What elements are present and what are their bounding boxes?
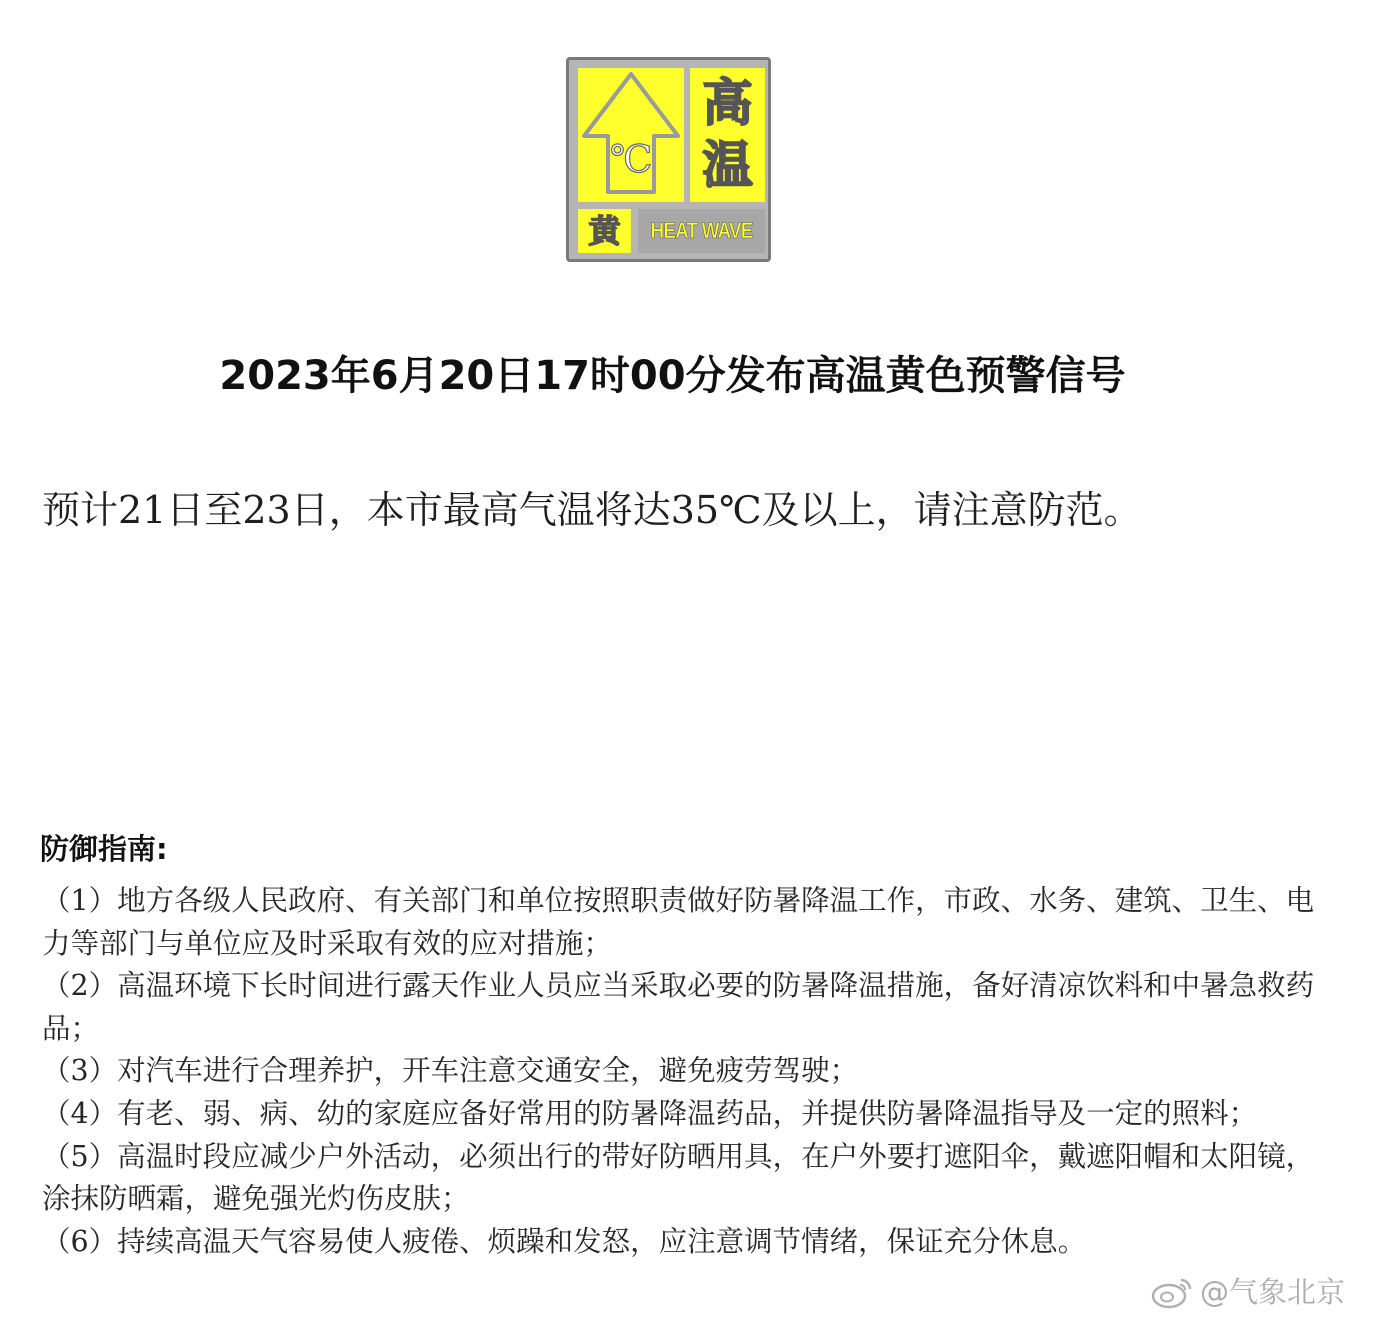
- thermometer-arrow-icon: [580, 70, 682, 198]
- guide-item: （3）对汽车进行合理养护，开车注意交通安全，避免疲劳驾驶；: [42, 1054, 859, 1088]
- heat-wave-label: HEAT WAVE: [650, 218, 753, 243]
- guide-item: （4）有老、弱、病、幼的家庭应备好常用的防暑降温药品，并提供防暑降温指导及一定的照料；: [42, 1096, 1258, 1130]
- heat-wave-yellow-warning-sign: [566, 57, 771, 262]
- watermark: [1150, 1270, 1345, 1314]
- guide-item: （6）持续高温天气容易使人疲倦、烦躁和发怒，应注意调节情绪，保证充分休息。: [42, 1224, 1087, 1258]
- guide-heading: 防御指南:: [40, 832, 168, 866]
- guide-list: [42, 880, 1332, 1263]
- watermark-text: @气象北京: [1200, 1275, 1346, 1309]
- sign-title-char-2: 温: [702, 136, 753, 194]
- forecast-statement: 预计21日至23日，本市最高气温将达35℃及以上，请注意防范。: [42, 488, 1142, 532]
- sign-title-char-1: 高: [702, 74, 753, 132]
- guide-item: （5）高温时段应减少户外活动，必须出行的带好防晒用具，在户外要打遮阳伞，戴遮阳帽和太阳镜，涂抹防晒霜，避免强光灼伤皮肤；: [42, 1139, 1315, 1216]
- guide-item: （2）高温环境下长时间进行露天作业人员应当采取必要的防暑降温措施，备好清凉饮料和中暑急救药品；: [42, 969, 1315, 1045]
- sign-level-char: 黄: [588, 212, 621, 250]
- page-title: 2023年6月20日17时00分发布高温黄色预警信号: [219, 353, 1126, 399]
- guide-item: （1）地方各级人民政府、有关部门和单位按照职责做好防暑降温工作，市政、水务、建筑、卫生、电力等部门与单位应及时采取有效的应对措施；: [42, 884, 1315, 960]
- sign-title: [690, 72, 765, 196]
- weibo-icon: [1150, 1274, 1194, 1310]
- celsius-symbol: ℃: [609, 137, 653, 181]
